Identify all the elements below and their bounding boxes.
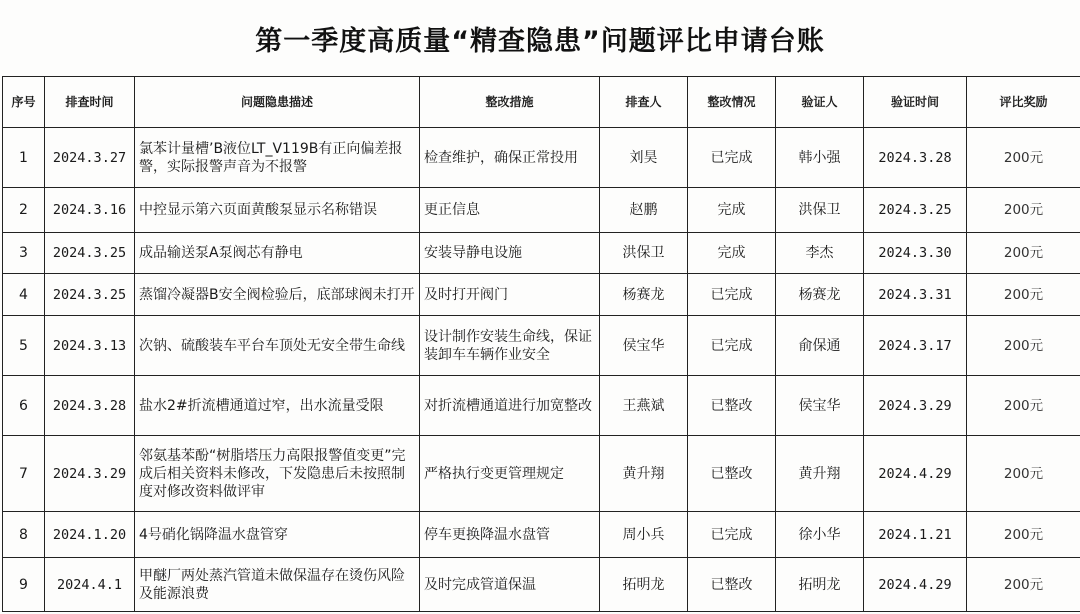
verify-date: 2024.4.29	[864, 436, 967, 512]
row-number: 8	[3, 512, 45, 558]
corrective-measure: 更正信息	[420, 188, 600, 233]
verify-date: 2024.3.29	[864, 376, 967, 436]
check-date: 2024.3.16	[45, 188, 135, 233]
row-number: 1	[3, 128, 45, 188]
header-cell: 排查人	[600, 77, 688, 128]
rectification-status: 已整改	[688, 558, 776, 612]
inspector: 洪保卫	[600, 233, 688, 274]
table-row	[3, 512, 1080, 558]
row-number: 3	[3, 233, 45, 274]
issue-description: 4号硝化锅降温水盘管穿	[135, 512, 420, 558]
check-date: 2024.3.27	[45, 128, 135, 188]
verify-date: 2024.3.17	[864, 316, 967, 376]
verifier: 韩小强	[776, 128, 864, 188]
corrective-measure: 及时打开阀门	[420, 274, 600, 316]
verify-date: 2024.3.30	[864, 233, 967, 274]
verify-date: 2024.1.21	[864, 512, 967, 558]
corrective-measure: 严格执行变更管理规定	[420, 436, 600, 512]
corrective-measure: 及时完成管道保温	[420, 558, 600, 612]
award: 200元	[967, 233, 1080, 274]
award: 200元	[967, 128, 1080, 188]
award: 200元	[967, 512, 1080, 558]
rectification-status: 已整改	[688, 436, 776, 512]
check-date: 2024.4.1	[45, 558, 135, 612]
inspector: 黄升翔	[600, 436, 688, 512]
award: 200元	[967, 436, 1080, 512]
verifier: 拓明龙	[776, 558, 864, 612]
header-cell: 问题隐患描述	[135, 77, 420, 128]
inspector: 赵鹏	[600, 188, 688, 233]
check-date: 2024.3.25	[45, 233, 135, 274]
verify-date: 2024.3.31	[864, 274, 967, 316]
header-cell: 序号	[3, 77, 45, 128]
check-date: 2024.3.25	[45, 274, 135, 316]
verifier: 徐小华	[776, 512, 864, 558]
rectification-status: 已完成	[688, 512, 776, 558]
rectification-status: 已整改	[688, 376, 776, 436]
verify-date: 2024.3.25	[864, 188, 967, 233]
issue-description: 氯苯计量槽’B液位LT_V119B有正向偏差报警，实际报警声音为不报警	[135, 128, 420, 188]
table-row	[3, 233, 1080, 274]
issue-description: 邻氨基苯酚“树脂塔压力高限报警值变更”完成后相关资料未修改，下发隐患后未按照制度对修改资料做评审	[135, 436, 420, 512]
inspector: 侯宝华	[600, 316, 688, 376]
header-cell: 整改情况	[688, 77, 776, 128]
rectification-status: 完成	[688, 188, 776, 233]
inspector: 王燕斌	[600, 376, 688, 436]
row-number: 7	[3, 436, 45, 512]
inspector: 拓明龙	[600, 558, 688, 612]
header-cell: 评比奖励	[967, 77, 1080, 128]
row-number: 6	[3, 376, 45, 436]
verify-date: 2024.4.29	[864, 558, 967, 612]
award: 200元	[967, 274, 1080, 316]
award: 200元	[967, 376, 1080, 436]
row-number: 5	[3, 316, 45, 376]
corrective-measure: 检查维护，确保正常投用	[420, 128, 600, 188]
rectification-status: 已完成	[688, 316, 776, 376]
row-number: 4	[3, 274, 45, 316]
issue-description: 甲醚厂两处蒸汽管道未做保温存在烫伤风险及能源浪费	[135, 558, 420, 612]
header-cell: 整改措施	[420, 77, 600, 128]
table-row	[3, 128, 1080, 188]
rectification-status: 已完成	[688, 128, 776, 188]
check-date: 2024.1.20	[45, 512, 135, 558]
verifier: 俞保通	[776, 316, 864, 376]
corrective-measure: 设计制作安装生命线，保证装卸车车辆作业安全	[420, 316, 600, 376]
inspector: 周小兵	[600, 512, 688, 558]
check-date: 2024.3.28	[45, 376, 135, 436]
award: 200元	[967, 188, 1080, 233]
table-row	[3, 188, 1080, 233]
verifier: 杨赛龙	[776, 274, 864, 316]
verifier: 洪保卫	[776, 188, 864, 233]
award: 200元	[967, 316, 1080, 376]
document-title: 第一季度高质量“精查隐患”问题评比申请台账	[255, 25, 825, 57]
issue-description: 中控显示第六页面黄酸泵显示名称错误	[135, 188, 420, 233]
check-date: 2024.3.13	[45, 316, 135, 376]
row-number: 9	[3, 558, 45, 612]
check-date: 2024.3.29	[45, 436, 135, 512]
header-cell: 验证时间	[864, 77, 967, 128]
issue-description: 盐水2#折流槽通道过窄，出水流量受限	[135, 376, 420, 436]
rectification-status: 完成	[688, 233, 776, 274]
table-row	[3, 436, 1080, 512]
header-cell: 验证人	[776, 77, 864, 128]
row-number: 2	[3, 188, 45, 233]
header-row	[3, 77, 1080, 128]
table-row	[3, 274, 1080, 316]
header-cell: 排查时间	[45, 77, 135, 128]
corrective-measure: 停车更换降温水盘管	[420, 512, 600, 558]
table-row	[3, 316, 1080, 376]
table-row	[3, 376, 1080, 436]
verifier: 李杰	[776, 233, 864, 274]
verify-date: 2024.3.28	[864, 128, 967, 188]
award: 200元	[967, 558, 1080, 612]
rectification-status: 已完成	[688, 274, 776, 316]
inspector: 杨赛龙	[600, 274, 688, 316]
ledger-table	[2, 76, 1080, 612]
corrective-measure: 安装导静电设施	[420, 233, 600, 274]
issue-description: 次钠、硫酸装车平台车顶处无安全带生命线	[135, 316, 420, 376]
issue-description: 蒸馏冷凝器B安全阀检验后，底部球阀未打开	[135, 274, 420, 316]
inspector: 刘昊	[600, 128, 688, 188]
table-row	[3, 558, 1080, 612]
corrective-measure: 对折流槽通道进行加宽整改	[420, 376, 600, 436]
verifier: 黄升翔	[776, 436, 864, 512]
verifier: 侯宝华	[776, 376, 864, 436]
issue-description: 成品输送泵A泵阀芯有静电	[135, 233, 420, 274]
